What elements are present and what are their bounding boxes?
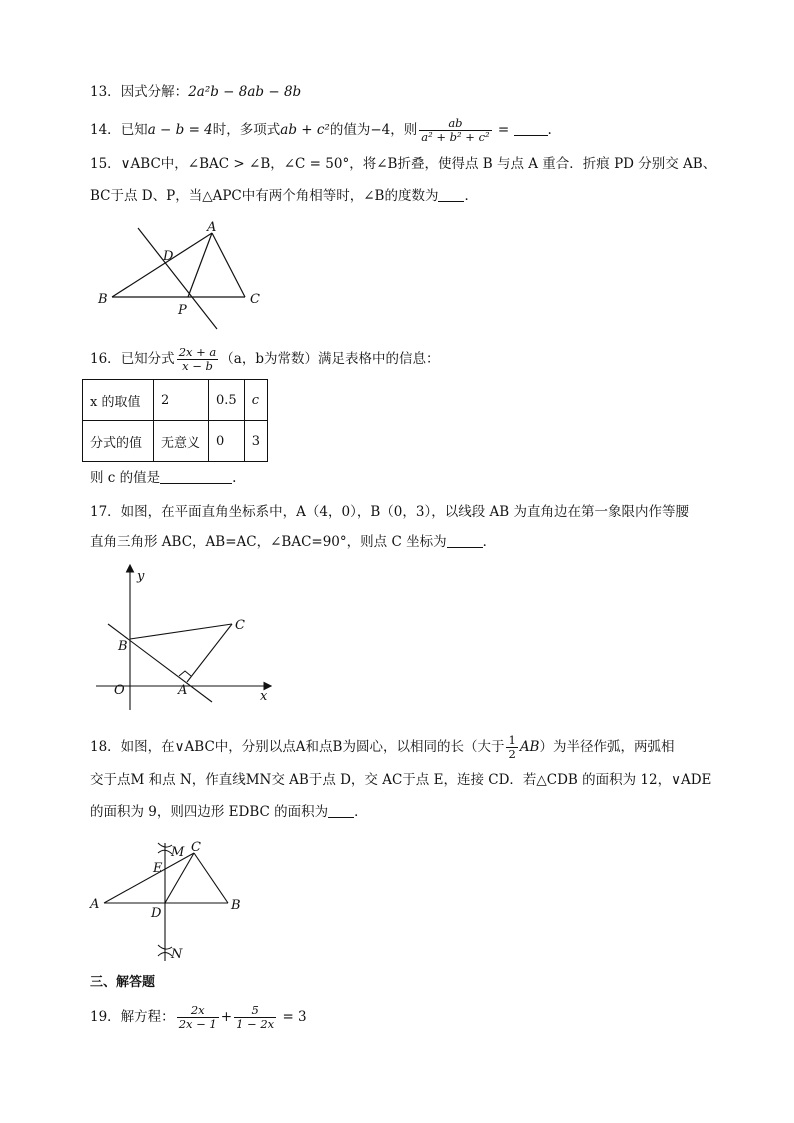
text: BC于点 D、P，当△APC中有两个角相等时，∠B的度数为 — [90, 188, 439, 204]
question-14 — [90, 117, 552, 144]
label-C: C — [250, 292, 260, 307]
table-cell: 3 — [244, 421, 267, 462]
question-16-answer-line — [90, 468, 236, 488]
label-C: C — [191, 840, 201, 855]
label-B: B — [98, 292, 108, 307]
fraction — [419, 117, 491, 144]
table-cell: 2 — [154, 380, 209, 421]
q18-construction-figure — [88, 835, 258, 965]
label-A: A — [178, 683, 188, 698]
label-x: x — [260, 689, 268, 704]
question-17-line-1: 17．如图，在平面直角坐标系中，A（4，0），B（0，3），以线段 AB 为直角边在第一象限内作等腰 — [90, 504, 689, 520]
fraction-numerator: 2x — [177, 1004, 219, 1018]
fraction-2 — [234, 1004, 276, 1031]
question-number: 14． — [90, 122, 121, 138]
answer-blank[interactable] — [438, 187, 464, 202]
text: （a，b为常数）满足表格中的信息： — [220, 351, 440, 367]
label-D: D — [163, 249, 174, 264]
math-value: −4 — [370, 122, 391, 138]
question-13 — [90, 82, 301, 102]
fraction-numerator: 1 — [508, 733, 516, 747]
segment-CB — [194, 853, 228, 903]
label-A: A — [90, 897, 100, 912]
fraction-numerator: 2x + a — [178, 345, 217, 359]
text: ． — [482, 534, 497, 550]
fraction-denominator: x − b — [182, 359, 213, 373]
question-number: 13． — [90, 84, 121, 100]
info-table — [82, 379, 268, 462]
segment-BC — [130, 624, 232, 639]
fraction-1 — [177, 1004, 219, 1031]
question-18-line-3 — [90, 802, 368, 822]
text: 18．如图，在∨ABC中，分别以点A和点B为圆心，以相同的长（大于 — [90, 739, 505, 755]
fraction-numerator: ab — [419, 117, 491, 131]
table-cell: c — [244, 380, 267, 421]
label-A: A — [207, 220, 217, 235]
section-heading: 三、解答题 — [90, 975, 156, 990]
question-15-line-1: 15．∨ABC中，∠BAC > ∠B，∠C = 50°，将∠B折叠，使得点 B 与点 A 重合．折痕 PD 分别交 AB、 — [90, 156, 717, 172]
answer-blank[interactable] — [160, 469, 232, 484]
math-condition: a − b = 4 — [147, 122, 213, 138]
label-O: O — [114, 683, 125, 698]
text: 则 c 的值是 — [90, 470, 161, 486]
question-18-line-1 — [90, 734, 674, 761]
table-cell: x 的取值 — [83, 380, 154, 421]
math-polynomial: ab + c² — [280, 122, 330, 138]
text: = — [493, 122, 514, 138]
answer-blank[interactable] — [514, 121, 548, 136]
text: ）为半径作弧，两弧相 — [539, 739, 675, 755]
label-D: D — [151, 906, 162, 921]
text: 已知 — [120, 122, 148, 138]
q15-triangle-figure — [90, 215, 270, 335]
right-angle-mark — [179, 671, 191, 676]
text: 的值为 — [329, 122, 371, 138]
text: = 3 — [278, 1009, 307, 1025]
text: 时，多项式 — [212, 122, 281, 138]
math-expression: 2a²b − 8ab − 8b — [188, 84, 302, 100]
question-17-line-2 — [90, 532, 496, 552]
text: ，则 — [390, 122, 418, 138]
text: 解方程： — [120, 1009, 175, 1025]
text: ． — [464, 188, 478, 204]
text: . — [547, 122, 552, 138]
label-B: B — [231, 898, 241, 913]
fraction-denominator: a² + b² + c² — [421, 130, 490, 144]
answer-blank[interactable] — [447, 533, 483, 548]
question-18-line-2: 交于点M 和点 N，作直线MN交 AB于点 D，交 AC于点 E，连接 CD．若△CDB 的面积为 12，∨ADE — [90, 772, 712, 788]
question-19 — [90, 1004, 307, 1031]
text: 直角三角形 ABC，AB=AC，∠BAC=90°，则点 C 坐标为 — [90, 534, 447, 550]
plus-sign: + — [220, 1009, 233, 1025]
question-15-line-2 — [90, 186, 478, 206]
fraction-half — [506, 734, 517, 761]
text: . — [232, 470, 237, 486]
label-B: B — [118, 639, 128, 654]
question-text: 因式分解： — [120, 84, 189, 100]
segment-AC — [212, 233, 245, 297]
text: 的面积为 9，则四边形 EDBC 的面积为 — [90, 804, 329, 820]
answer-blank[interactable] — [328, 803, 354, 818]
table-cell: 0.5 — [209, 380, 245, 421]
fraction-denominator: 2x − 1 — [178, 1017, 217, 1031]
text: ． — [354, 804, 368, 820]
question-number: 19． — [90, 1009, 121, 1025]
table-cell: 分式的值 — [83, 421, 154, 462]
math-variable: AB — [519, 739, 540, 755]
label-N: N — [171, 947, 183, 962]
segment-AP — [188, 233, 212, 297]
table-row — [83, 380, 268, 421]
label-M: M — [171, 845, 185, 860]
segment-BA — [112, 233, 212, 297]
table-row — [83, 421, 268, 462]
label-P: P — [178, 303, 187, 318]
fraction-denominator: 1 − 2x — [236, 1017, 275, 1031]
label-E: E — [153, 861, 163, 876]
label-C: C — [235, 618, 245, 633]
question-16 — [90, 346, 440, 373]
question-number: 16． — [90, 351, 121, 367]
table-cell: 0 — [209, 421, 245, 462]
label-y: y — [137, 569, 145, 584]
segment-AC — [187, 624, 232, 682]
table-cell: 无意义 — [154, 421, 209, 462]
fraction — [177, 346, 219, 373]
fraction-denominator: 2 — [508, 747, 516, 761]
segment-AC — [104, 853, 194, 903]
fraction-numerator: 5 — [234, 1004, 276, 1018]
q17-coordinate-figure — [92, 562, 277, 712]
text: 已知分式 — [120, 351, 175, 367]
